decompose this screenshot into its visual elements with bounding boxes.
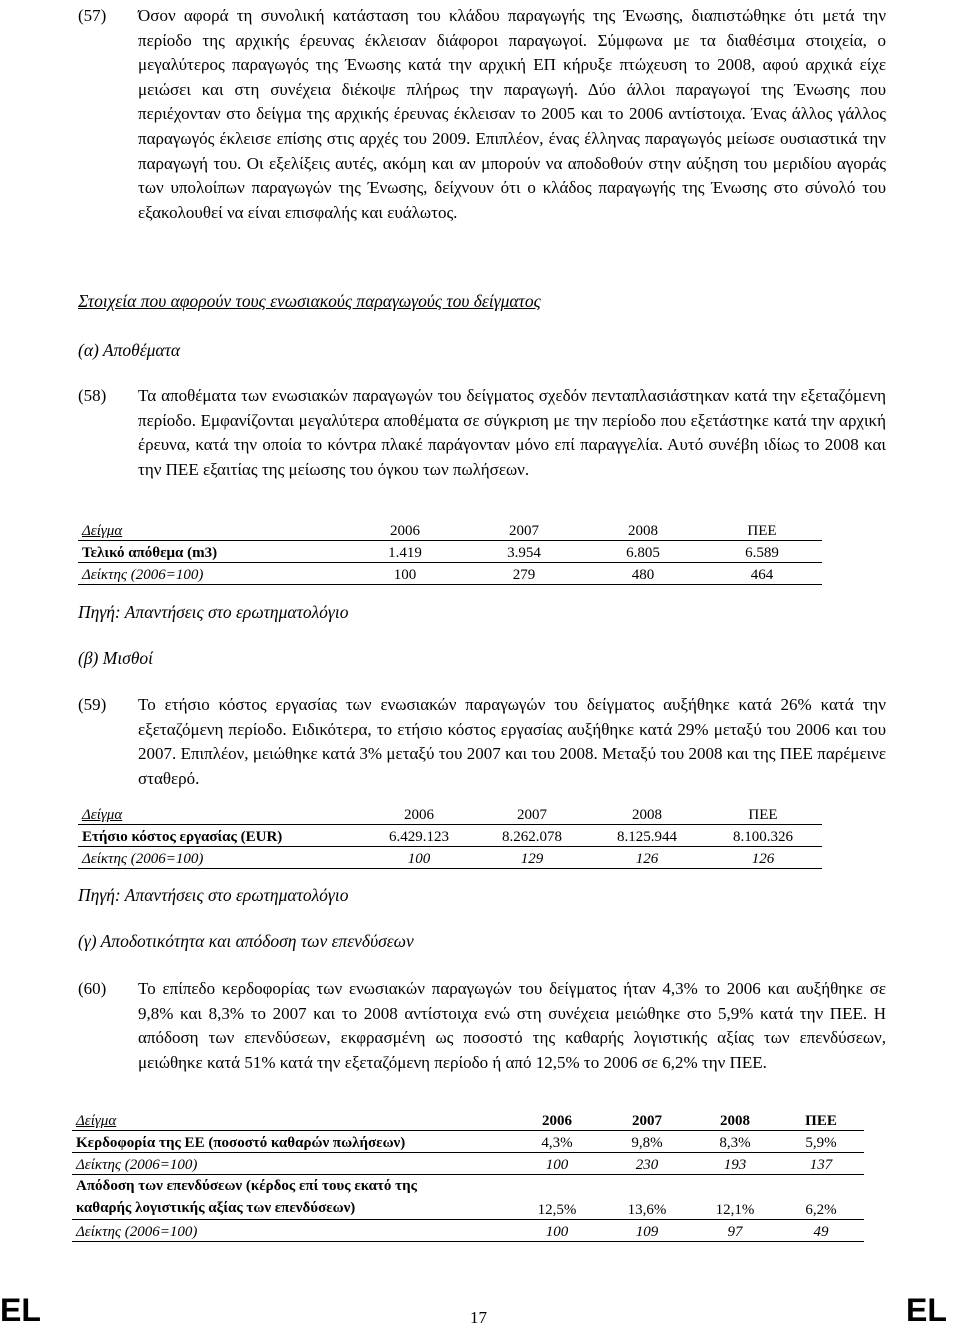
table-row — [72, 1130, 864, 1152]
table-cell: Δείκτης (2006=100) — [78, 562, 346, 584]
table-cell: Κερδοφορία της ΕΕ (ποσοστό καθαρών πωλήσεων) — [72, 1130, 512, 1152]
table-header-cell: ΠΕΕ — [702, 518, 822, 540]
table-row — [72, 1219, 864, 1241]
table-cell — [72, 1174, 512, 1219]
table-cell: 230 — [602, 1152, 692, 1174]
table-header-cell: 2006 — [364, 802, 474, 824]
table-header-cell: 2006 — [512, 1108, 602, 1130]
table-header-row — [78, 802, 822, 824]
table-row — [78, 824, 822, 846]
table-cell: 137 — [778, 1152, 864, 1174]
table-cell: 6.589 — [702, 540, 822, 562]
table-source: Πηγή: Απαντήσεις στο ερωτηματολόγιο — [78, 885, 349, 905]
footer-language-right: EL — [906, 1292, 947, 1328]
table-cell: 6.805 — [584, 540, 702, 562]
table-cell: 8.125.944 — [590, 824, 704, 846]
table-cell: 100 — [364, 846, 474, 868]
table-row — [72, 1174, 864, 1219]
table-cell: 193 — [692, 1152, 778, 1174]
table-cell: 126 — [704, 846, 822, 868]
section-heading: Στοιχεία που αφορούν τους ενωσιακούς παραγωγούς του δείγματος — [78, 291, 541, 311]
table-cell: 97 — [692, 1219, 778, 1241]
table-cell: 8.262.078 — [474, 824, 590, 846]
table-cell: 480 — [584, 562, 702, 584]
table-cell: 100 — [512, 1219, 602, 1241]
footer-language-left: EL — [0, 1292, 41, 1328]
stocks-table — [78, 518, 822, 585]
table-header-cell: 2008 — [590, 802, 704, 824]
table-cell: 4,3% — [512, 1130, 602, 1152]
table-header-cell: ΠΕΕ — [704, 802, 822, 824]
paragraph-number: (57) — [78, 6, 107, 25]
paragraph-text: Το ετήσιο κόστος εργασίας των ενωσιακών παραγωγών του δείγματος αυξήθηκε κατά 26% κατά την εξεταζόμενη περίοδο. Ειδικότερα, το ετήσιο κόστος εργασίας αυξήθηκε κατά 29% μεταξύ του 2006 και του 2007. Επιπλέον, μειώθηκε κατά 3% μεταξύ του 2007 και του 2008. Μεταξύ του 2008 και της ΠΕΕ παρέμεινε σταθερό. — [138, 695, 886, 788]
row-label-line-1: Απόδοση των επενδύσεων (κέρδος επί τους εκατό της — [76, 1177, 417, 1194]
paragraph-number: (58) — [78, 386, 107, 405]
subheading-profitability: (γ) Αποδοτικότητα και απόδοση των επενδύσεων — [78, 931, 414, 951]
table-row — [78, 562, 822, 584]
page-number: 17 — [470, 1308, 487, 1327]
table-header-cell: Δείγμα — [78, 518, 346, 540]
table-cell: 6,2% — [778, 1174, 864, 1219]
table-cell: 3.954 — [464, 540, 584, 562]
table-cell: 100 — [346, 562, 464, 584]
paragraph-text: Όσον αφορά τη συνολική κατάσταση του κλάδου παραγωγής της Ένωσης, διαπιστώθηκε ότι μετά την περίοδο της αρχικής έρευνας έκλεισαν διάφοροι παραγωγοί. Σύμφωνα με τα διαθέσιμα στοιχεία, ο μεγαλύτερος παραγωγός της Ένωσης κατά την αρχική ΕΠ κήρυξε πτώχευση το 2008, αφού αρχικά είχε μειώσει και στη συνέχεια διέκοψε πλήρως την παραγωγή. Δύο άλλοι παραγωγοί της Ένωσης που περιέχονταν στο δείγμα της αρχικής έρευνας έκλεισαν το 2005 και το 2006 αντίστοιχα. Ένας άλλος γάλλος παραγωγός έκλεισε επίσης στις αρχές του 2009. Επιπλέον, ένας έλληνας παραγωγός μείωσε ουσιαστικά την παραγωγή του. Οι εξελίξεις αυτές, ακόμη και αν μπορούν να αποδοθούν στην αύξηση του μεριδίου αγοράς των υπολοίπων παραγωγών της Ένωσης, δείχνουν ότι ο κλάδος παραγωγής της Ένωσης στο σύνολό του εξακολουθεί να είναι επισφαλής και ευάλωτος. — [138, 6, 886, 222]
row-label-line-2: καθαρής λογιστικής αξίας των επενδύσεων) — [76, 1199, 356, 1216]
table-header-cell: Δείγμα — [72, 1108, 512, 1130]
subheading-stocks: (α) Αποθέματα — [78, 340, 181, 360]
labour-cost-table — [78, 802, 822, 869]
table-cell: Τελικό απόθεμα (m3) — [78, 540, 346, 562]
table-header-row — [78, 518, 822, 540]
table-cell: 12,5% — [512, 1174, 602, 1219]
table-header-cell: 2007 — [474, 802, 590, 824]
table-header-cell: 2007 — [464, 518, 584, 540]
table-header-cell: 2008 — [692, 1108, 778, 1130]
table-header-row — [72, 1108, 864, 1130]
table-cell: 6.429.123 — [364, 824, 474, 846]
table-header-cell: 2008 — [584, 518, 702, 540]
table-cell: 13,6% — [602, 1174, 692, 1219]
table-row — [78, 846, 822, 868]
table-cell: 100 — [512, 1152, 602, 1174]
table-cell: 8.100.326 — [704, 824, 822, 846]
paragraph-text: Τα αποθέματα των ενωσιακών παραγωγών του δείγματος σχεδόν πενταπλασιάστηκαν κατά την εξεταζόμενη περίοδο. Εμφανίζονται μεγαλύτερα αποθέματα σε σύγκριση με την περίοδο που εξετάστηκε κατά την αρχική έρευνα, κατά την οποία το κόντρα πλακέ παράγονταν μόνο επί παραγγελία. Αυτό συνέβη ιδίως το 2008 και την ΠΕΕ εξαιτίας της μείωσης του όγκου των πωλήσεων. — [138, 386, 886, 479]
table-cell: 279 — [464, 562, 584, 584]
table-cell: 109 — [602, 1219, 692, 1241]
table-cell: 126 — [590, 846, 704, 868]
profitability-table — [72, 1108, 864, 1242]
table-header-cell: Δείγμα — [78, 802, 364, 824]
table-row — [72, 1152, 864, 1174]
subheading-wages: (β) Μισθοί — [78, 648, 154, 668]
table-cell: 129 — [474, 846, 590, 868]
paragraph-number: (59) — [78, 695, 107, 714]
table-cell: Δείκτης (2006=100) — [72, 1219, 512, 1241]
table-cell: 49 — [778, 1219, 864, 1241]
table-row — [78, 540, 822, 562]
table-cell: 9,8% — [602, 1130, 692, 1152]
paragraph-text: Το επίπεδο κερδοφορίας των ενωσιακών παραγωγών του δείγματος ήταν 4,3% το 2006 και αυξήθηκε σε 9,8% και 8,3% το 2007 και το 2008 αντίστοιχα ενώ στη συνέχεια μειώθηκε στο 5,9% κατά την ΠΕΕ. Η απόδοση των επενδύσεων, εκφρασμένη ως ποσοστό της καθαρής λογιστικής αξίας των επενδύσεων, μειώθηκε κατά 51% κατά την εξεταζόμενη περίοδο ή από 12,5% το 2006 σε 6,2% την ΠΕΕ. — [138, 979, 886, 1072]
table-cell: Δείκτης (2006=100) — [72, 1152, 512, 1174]
table-header-cell: 2006 — [346, 518, 464, 540]
table-source: Πηγή: Απαντήσεις στο ερωτηματολόγιο — [78, 602, 349, 622]
table-header-cell: 2007 — [602, 1108, 692, 1130]
table-cell: 8,3% — [692, 1130, 778, 1152]
table-cell: 464 — [702, 562, 822, 584]
table-cell: 12,1% — [692, 1174, 778, 1219]
table-cell: 5,9% — [778, 1130, 864, 1152]
paragraph-number: (60) — [78, 979, 107, 998]
table-header-cell: ΠΕΕ — [778, 1108, 864, 1130]
table-cell: 1.419 — [346, 540, 464, 562]
table-cell: Δείκτης (2006=100) — [78, 846, 364, 868]
table-cell: Ετήσιο κόστος εργασίας (EUR) — [78, 824, 364, 846]
